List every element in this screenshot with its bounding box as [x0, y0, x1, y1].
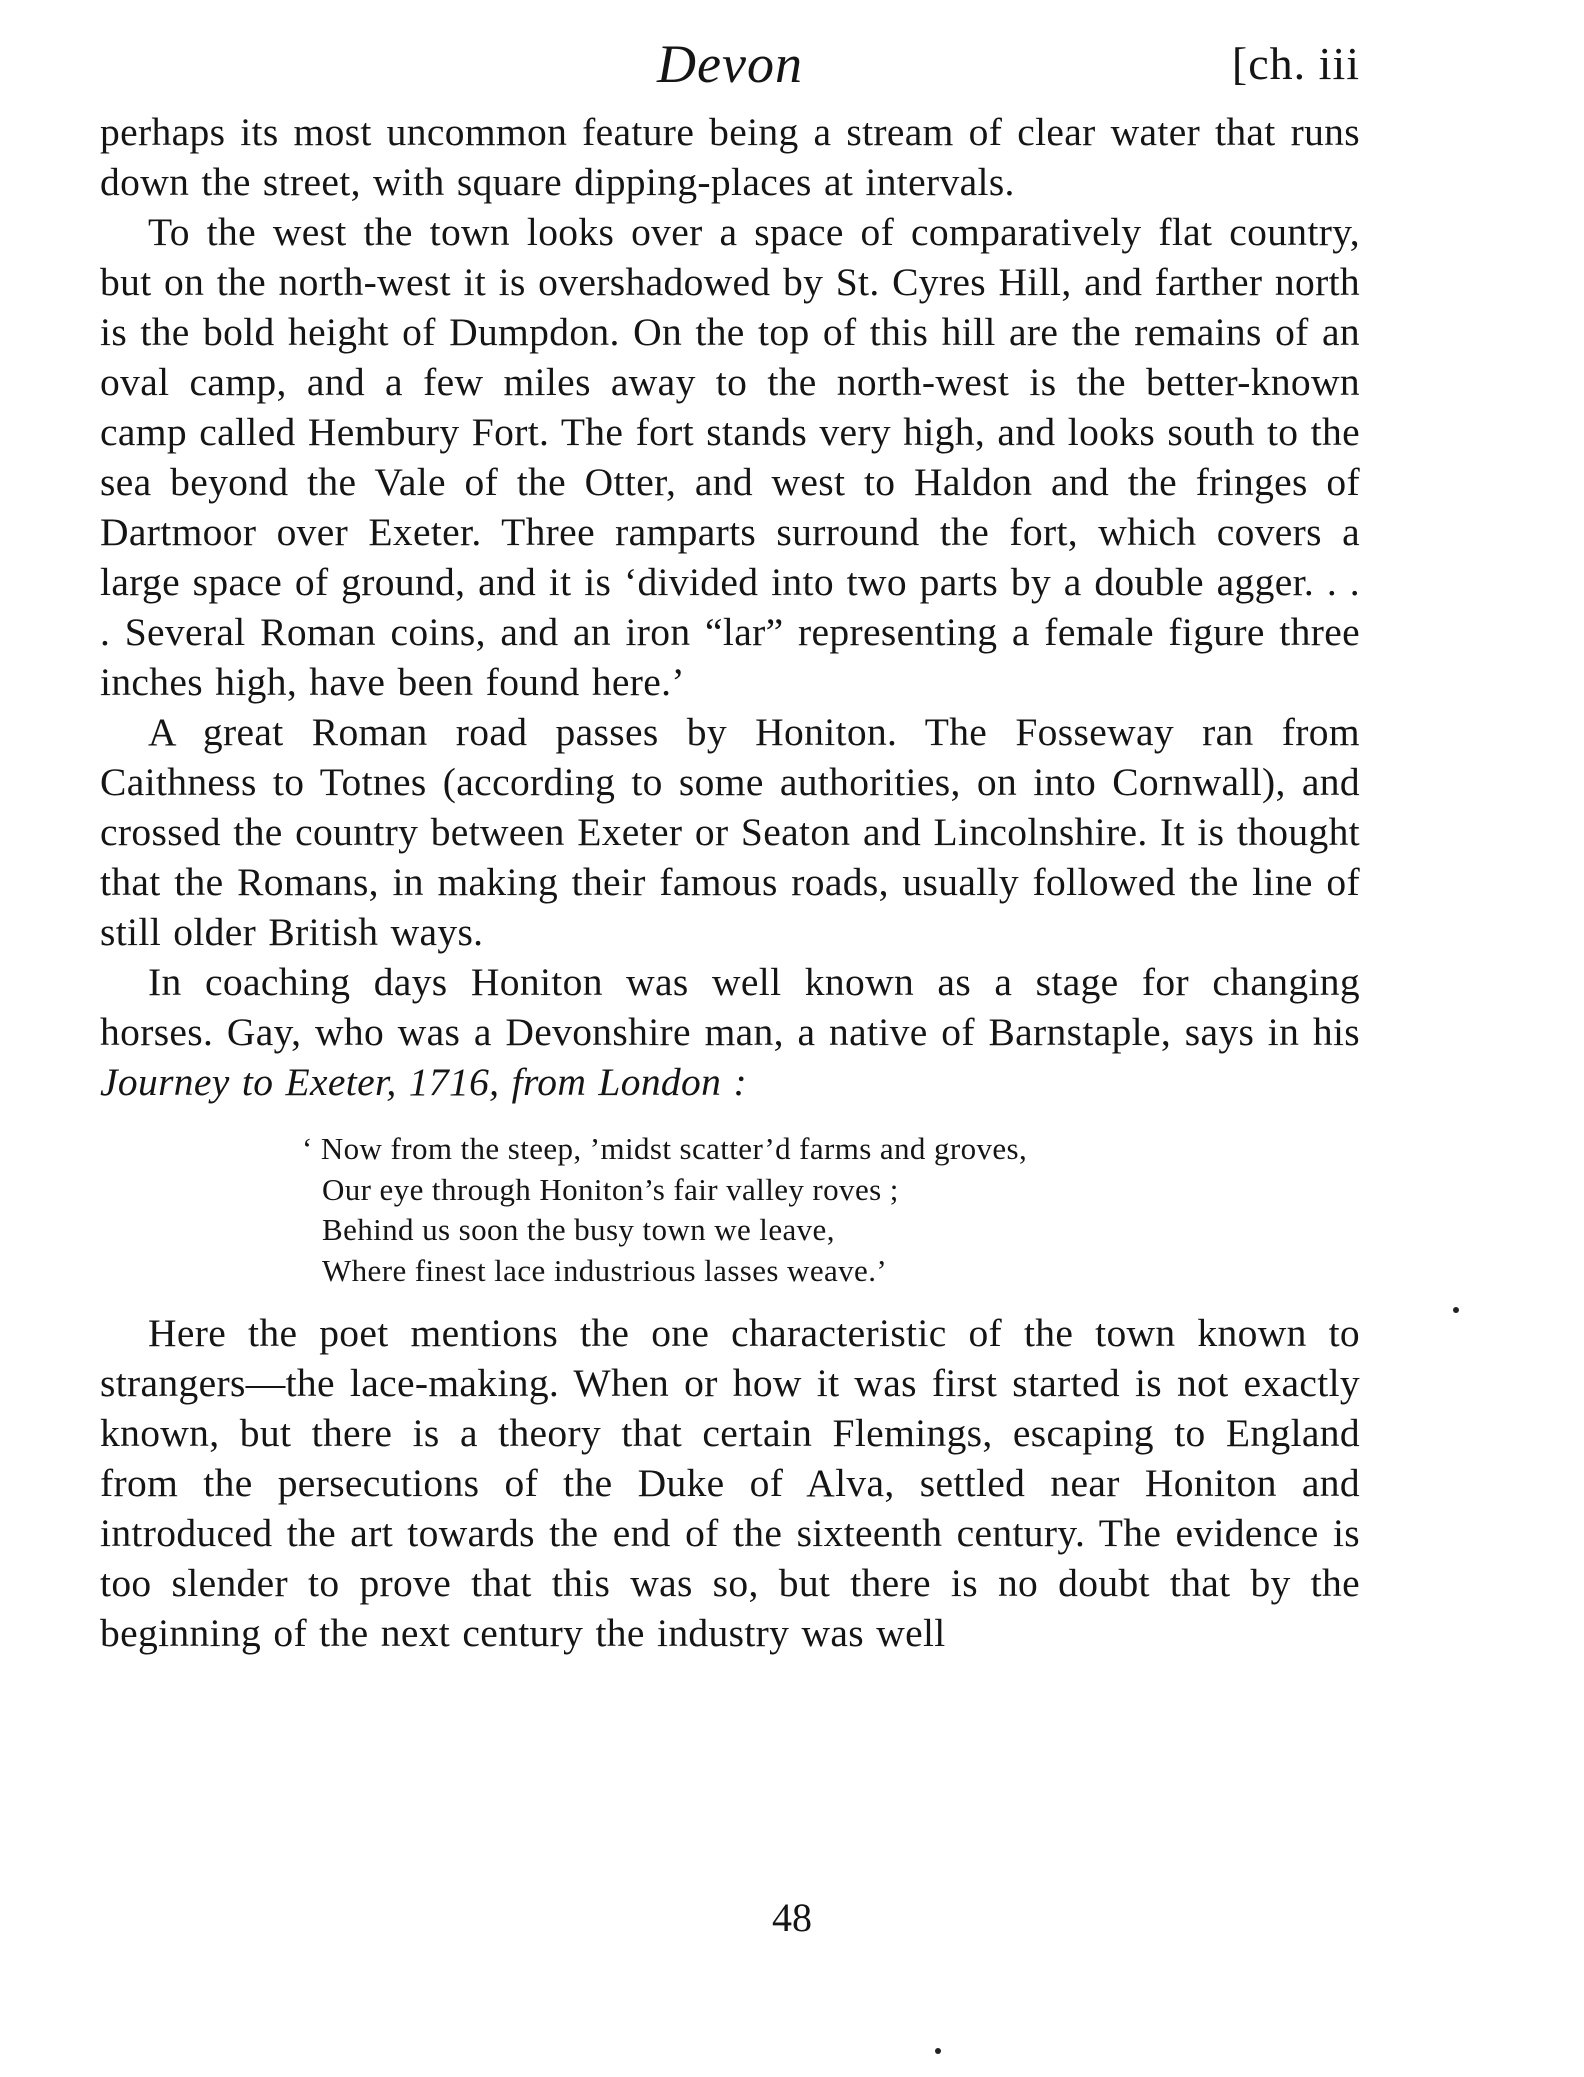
- paragraph-hembury-fort: To the west the town looks over a space of comparatively flat country, but on the north-west it is overshadowed by St. Cyres Hill, and farther north is the bold height of Dumpdon. On the top of this hill are the remains of an oval camp, and a few miles away to the north-west is the better-known camp called Hembury Fort. The fort stands very high, and looks south to the sea beyond the Vale of the Otter, and west to Haldon and the fringes of Dartmoor over Exeter. Three ramparts surround the fort, which covers a large space of ground, and it is ‘divided into two parts by a double agger. . . . Several Roman coins, and an iron “lar” representing a female figure three inches high, have been found here.’: [100, 210, 1360, 704]
- print-speck: [935, 2048, 941, 2054]
- running-head: [100, 34, 1360, 94]
- poem-line: ‘ Now from the steep, ’midst scatter’d farms and groves,: [302, 1131, 1028, 1166]
- poem-quotation: [302, 1129, 1360, 1291]
- coaching-text: In coaching days Honiton was well known as a stage for changing horses. Gay, who was a Devonshire man, a native of Barnstaple, says in his: [100, 960, 1360, 1054]
- page-number: 48: [772, 1895, 812, 1940]
- paragraph-lace-making: Here the poet mentions the one characteristic of the town known to strangers—the lace-making. When or how it was first started is not exactly known, but there is a theory that certain Flemings, escaping to England from the persecutions of the Duke of Alva, settled near Honiton and introduced the art towards the end of the sixteenth century. The evidence is too slender to prove that this was so, but there is no doubt that by the beginning of the next century the industry was well: [100, 1311, 1360, 1655]
- poem-line: Our eye through Honiton’s fair valley roves ;: [322, 1171, 899, 1207]
- paragraph-roman-road: A great Roman road passes by Honiton. The Fosseway ran from Caithness to Totnes (according to some authorities, on into Cornwall), and crossed the country between Exeter or Seaton and Lincolnshire. It is thought that the Romans, in making their famous roads, usually followed the line of still older British ways.: [100, 710, 1360, 954]
- poem-title-reference: Journey to Exeter, 1716, from London :: [100, 1060, 747, 1104]
- running-title: Devon: [657, 34, 803, 94]
- chapter-marker: [ch. iii: [1231, 38, 1360, 89]
- paragraph-coaching: [100, 957, 1360, 1107]
- poem-line: Where finest lace industrious lasses weave.’: [322, 1252, 888, 1288]
- paragraph-continued: perhaps its most uncommon feature being a stream of clear water that runs down the street, with square dipping-places at intervals.: [100, 110, 1360, 204]
- poem-line: Behind us soon the busy town we leave,: [322, 1212, 835, 1247]
- print-speck: [1453, 1307, 1459, 1313]
- body-text: [100, 107, 1360, 1658]
